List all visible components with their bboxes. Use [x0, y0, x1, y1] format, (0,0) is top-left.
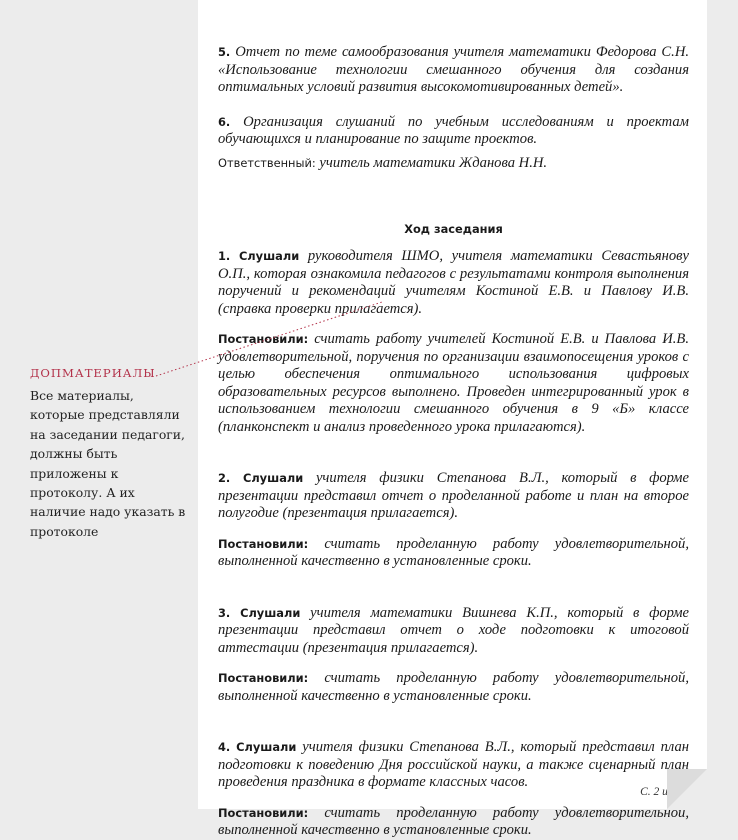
- resolved-text: считать проделанную работу удовлетворительной, выполненной качественно в установленные сроки.: [218, 535, 689, 569]
- listened-text: учителя математики Вишнева К.П., который в форме презентации представил отчет о ходе подготовки к итоговой аттестации (презентация прилагается).: [218, 604, 689, 656]
- listened-number: 3.: [218, 605, 231, 620]
- resolved-label: Постановили:: [218, 805, 309, 820]
- resolved-label: Постановили:: [218, 332, 309, 346]
- listened-text: учителя физики Степанова В.Л., который в форме презентации представил отчет о проделанной работе и план на второе полугодие (презентация прилагается).: [218, 470, 689, 521]
- resolved-label: Постановили:: [218, 536, 309, 551]
- resolved-text: считать проделанную работу удовлетворительной, выполненной качественно в установленные сроки.: [218, 670, 689, 704]
- side-note-title: ДОПМАТЕРИАЛЫ: [30, 366, 156, 380]
- listened-number: 2.: [218, 471, 231, 485]
- listened-text: руководителя ШМО, учителя математики Севастьянову О.П., которая ознакомила педагогов с результатами контроля выполнения поручений и рекомендаций учителям Костиной Е.В. и Павлову И.В. (справка проверки прилагается).: [218, 248, 689, 317]
- side-note: [30, 366, 192, 541]
- responsible-text: учитель математики Жданова Н.Н.: [319, 154, 548, 171]
- side-note-text: Все материалы, которые представляли на заседании педагоги, должны быть приложены к протоколу. А их наличие надо указать в протоколе: [30, 388, 186, 539]
- meeting-heading: Ход заседания: [404, 222, 503, 236]
- listened-text: учителя физики Степанова В.Л., который представил план подготовки к поведению Дня российской науки, а также сценарный план проведения праздника в формате классных часов.: [218, 739, 689, 790]
- agenda-item-number: 6.: [218, 114, 231, 129]
- agenda-item-text: Отчет по теме самообразования учителя математики Федорова С.Н. «Использование технологии смешанного обучения для создания оптимальных условий развития высокомотивированных детей».: [218, 44, 690, 95]
- listened-number: 1.: [218, 249, 231, 263]
- listened-number: 4.: [218, 740, 231, 754]
- responsible-label: Ответственный:: [218, 155, 316, 170]
- listened-label: Слушали: [238, 249, 300, 263]
- listened-label: Слушали: [240, 605, 301, 620]
- resolved-label: Постановили:: [218, 671, 309, 685]
- resolved-text: считать проделанную работу удовлетворительной, выполненной качественно в установленные сроки.: [218, 804, 689, 838]
- agenda-item-text: Организация слушаний по учебным исследованиям и проектам обучающихся и планирование по защите проектов.: [218, 113, 689, 147]
- agenda-item-number: 5.: [218, 45, 231, 59]
- listened-label: Слушали: [242, 471, 304, 485]
- page-number: С. 2 из 3: [640, 786, 681, 798]
- listened-label: Слушали: [236, 740, 297, 754]
- resolved-text: считать работу учителей Костиной Е.В. и Павлова И.В. удовлетворительной, поручения по организации взаимопосещения уроков с целью обеспечения оптимального использования цифровых образовательных ресурсов выполнено. Проведен интегрированный урок в использованием технологии смешанного обучения в 9 «Б» классе (планконспект и анализ проведенного урока прилагаются).: [218, 331, 689, 435]
